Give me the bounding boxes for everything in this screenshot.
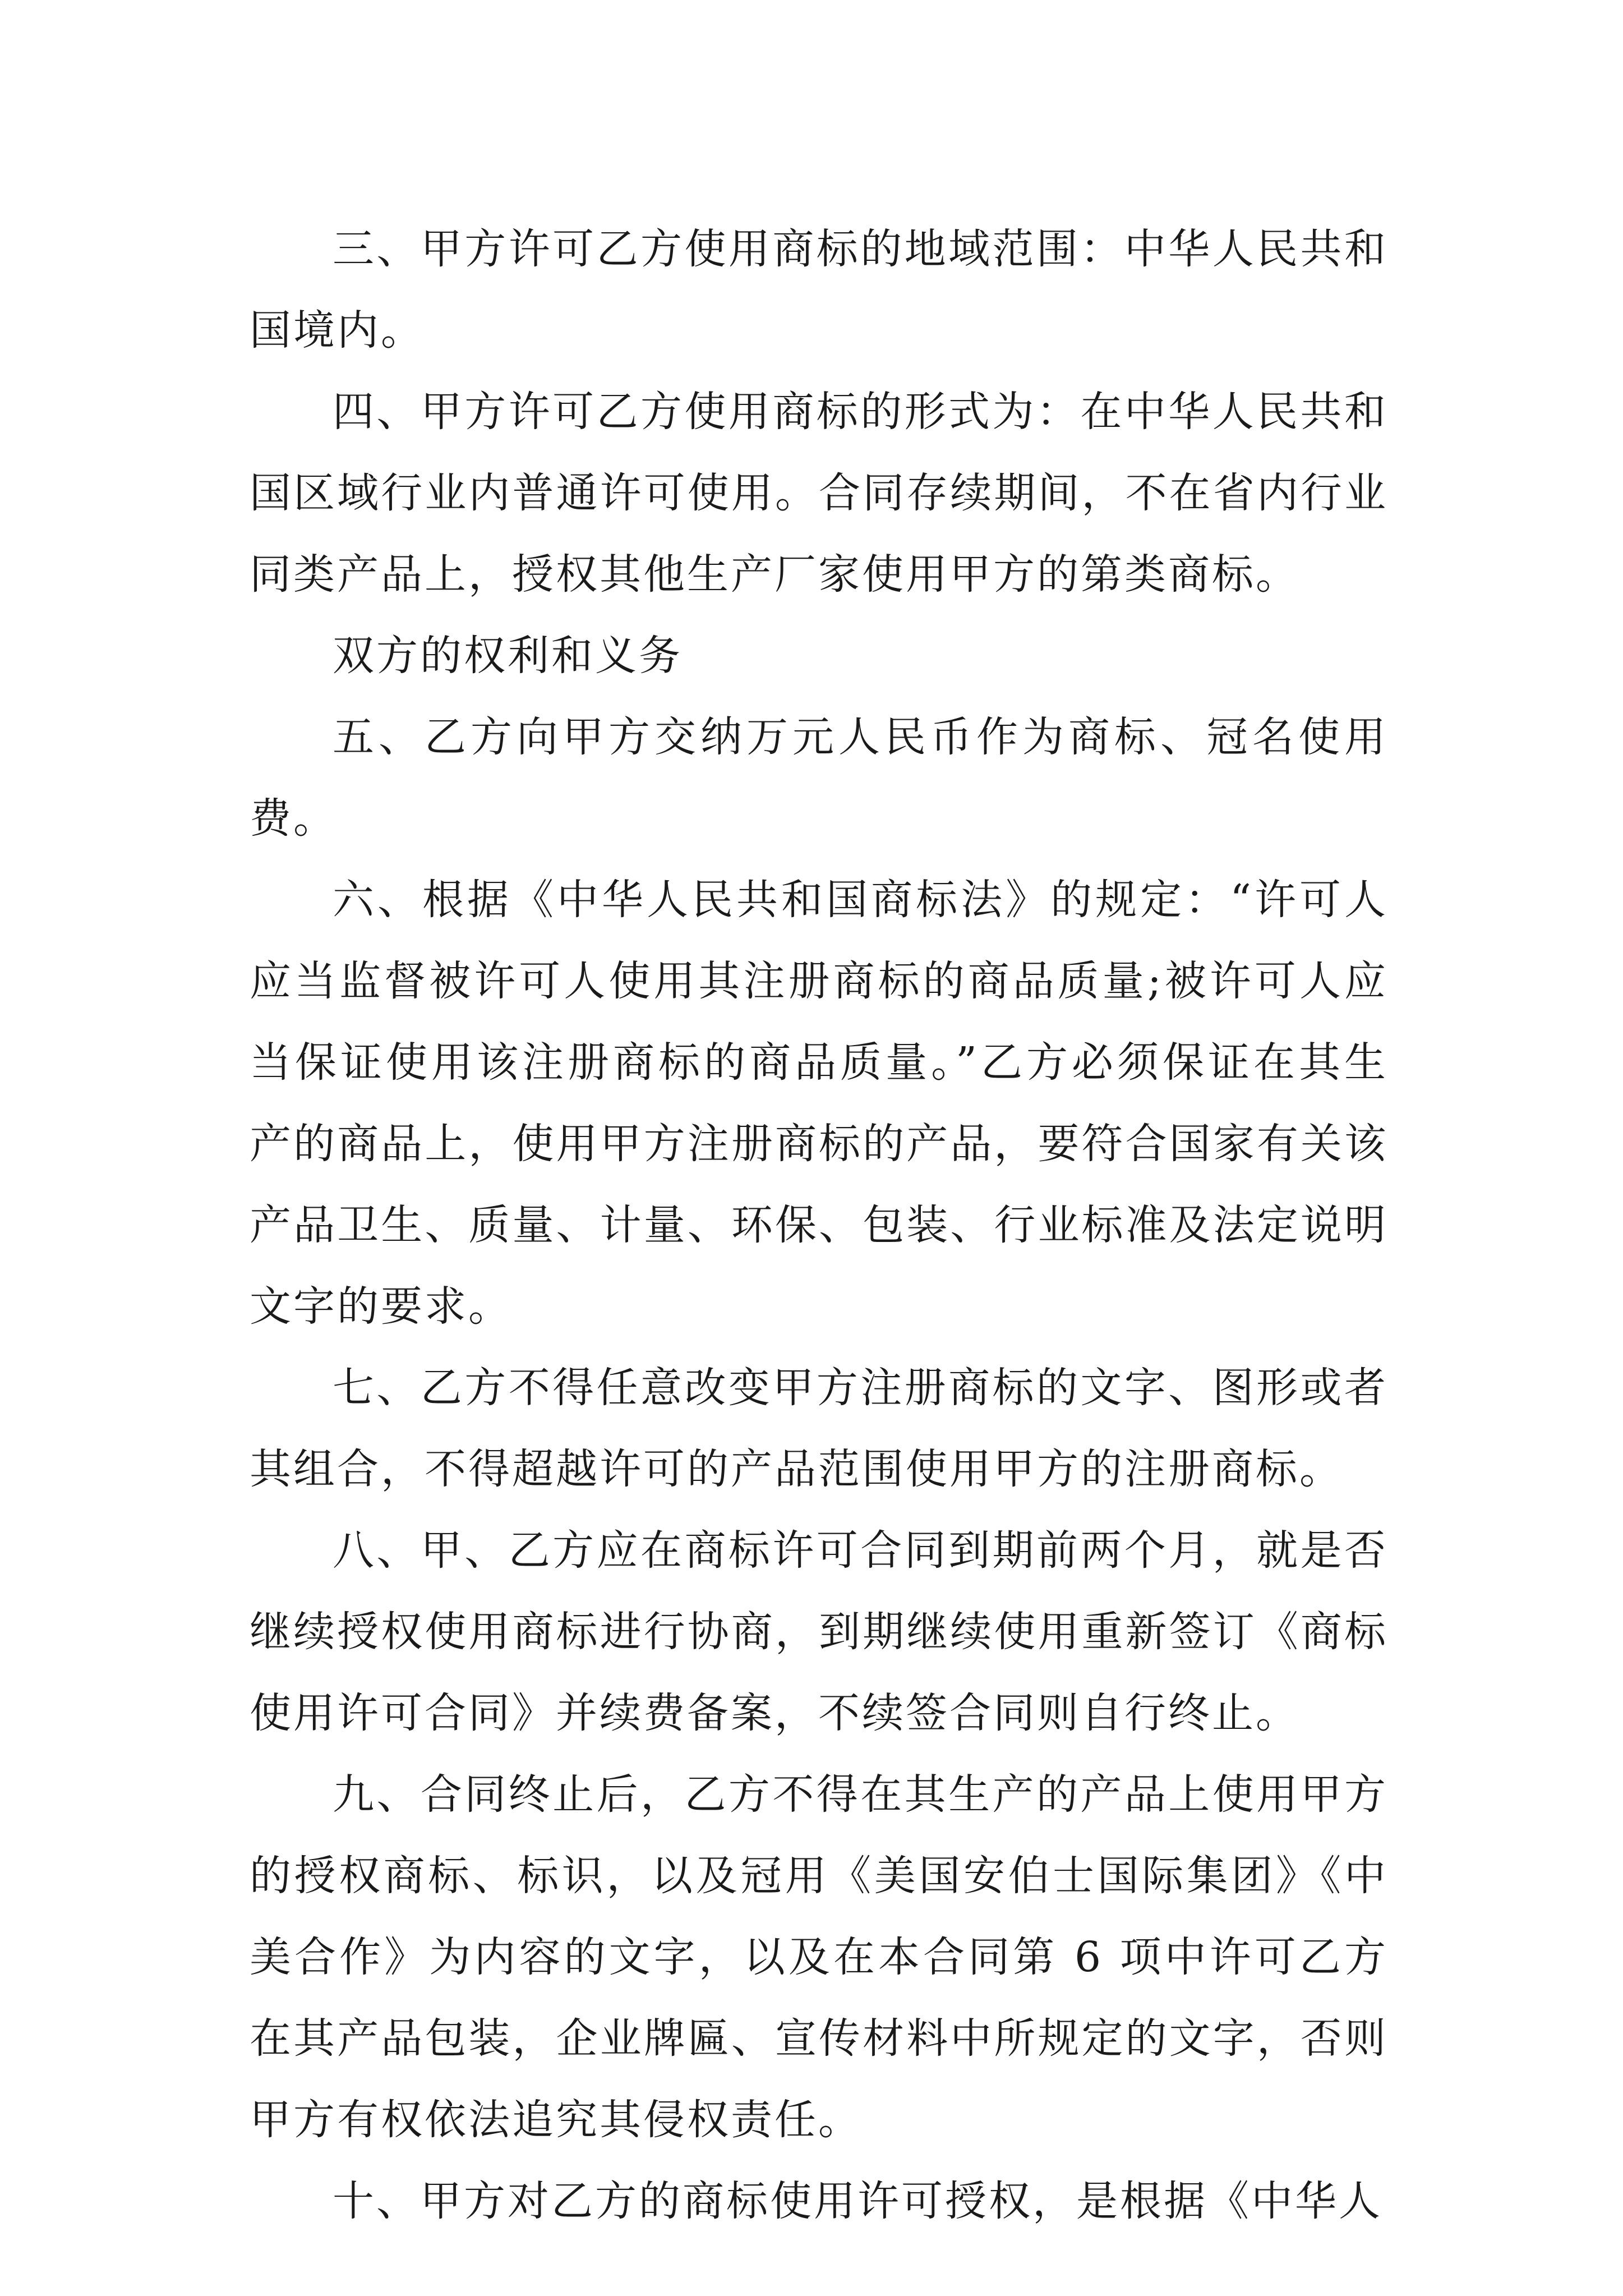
clause-8-paragraph: 八、甲、乙方应在商标许可合同到期前两个月，就是否继续授权使用商标进行协商，到期继续使用重新签订《商标使用许可合同》并续费备案，不续签合同则自行终止。 bbox=[250, 1526, 1388, 1737]
section-heading-rights-obligations: 双方的权利和义务 bbox=[333, 632, 683, 680]
document-body bbox=[250, 209, 1388, 2242]
clause-7-paragraph: 七、乙方不得任意改变甲方注册商标的文字、图形或者其组合，不得超越许可的产品范围使用甲方的注册商标。 bbox=[250, 1364, 1388, 1493]
clause-6-paragraph: 六、根据《中华人民共和国商标法》的规定：“许可人应当监督被许可人使用其注册商标的商品质量;被许可人应当保证使用该注册商标的商品质量。”乙方必须保证在其生产的商品上，使用甲方注册商标的产品，要符合国家有关该产品卫生、质量、计量、环保、包装、行业标准及法定说明文字的要求。 bbox=[250, 876, 1388, 1331]
clause-3-paragraph: 三、甲方许可乙方使用商标的地域范围：中华人民共和国境内。 bbox=[250, 225, 1388, 355]
clause-9-paragraph: 九、合同终止后，乙方不得在其生产的产品上使用甲方的授权商标、标识，以及冠用《美国安伯士国际集团》《中美合作》为内容的文字，以及在本合同第 6 项中许可乙方在其产品包装，企业牌匾、宣传材料中所规定的文字，否则甲方有权依法追究其侵权责任。 bbox=[250, 1770, 1388, 2144]
clause-4-paragraph: 四、甲方许可乙方使用商标的形式为：在中华人民共和国区域行业内普通许可使用。合同存续期间，不在省内行业同类产品上，授权其他生产厂家使用甲方的第类商标。 bbox=[250, 388, 1388, 599]
clause-5-paragraph: 五、乙方向甲方交纳万元人民币作为商标、冠名使用费。 bbox=[250, 713, 1388, 843]
clause-10-paragraph: 十、甲方对乙方的商标使用许可授权，是根据《中华人 bbox=[333, 2177, 1382, 2225]
